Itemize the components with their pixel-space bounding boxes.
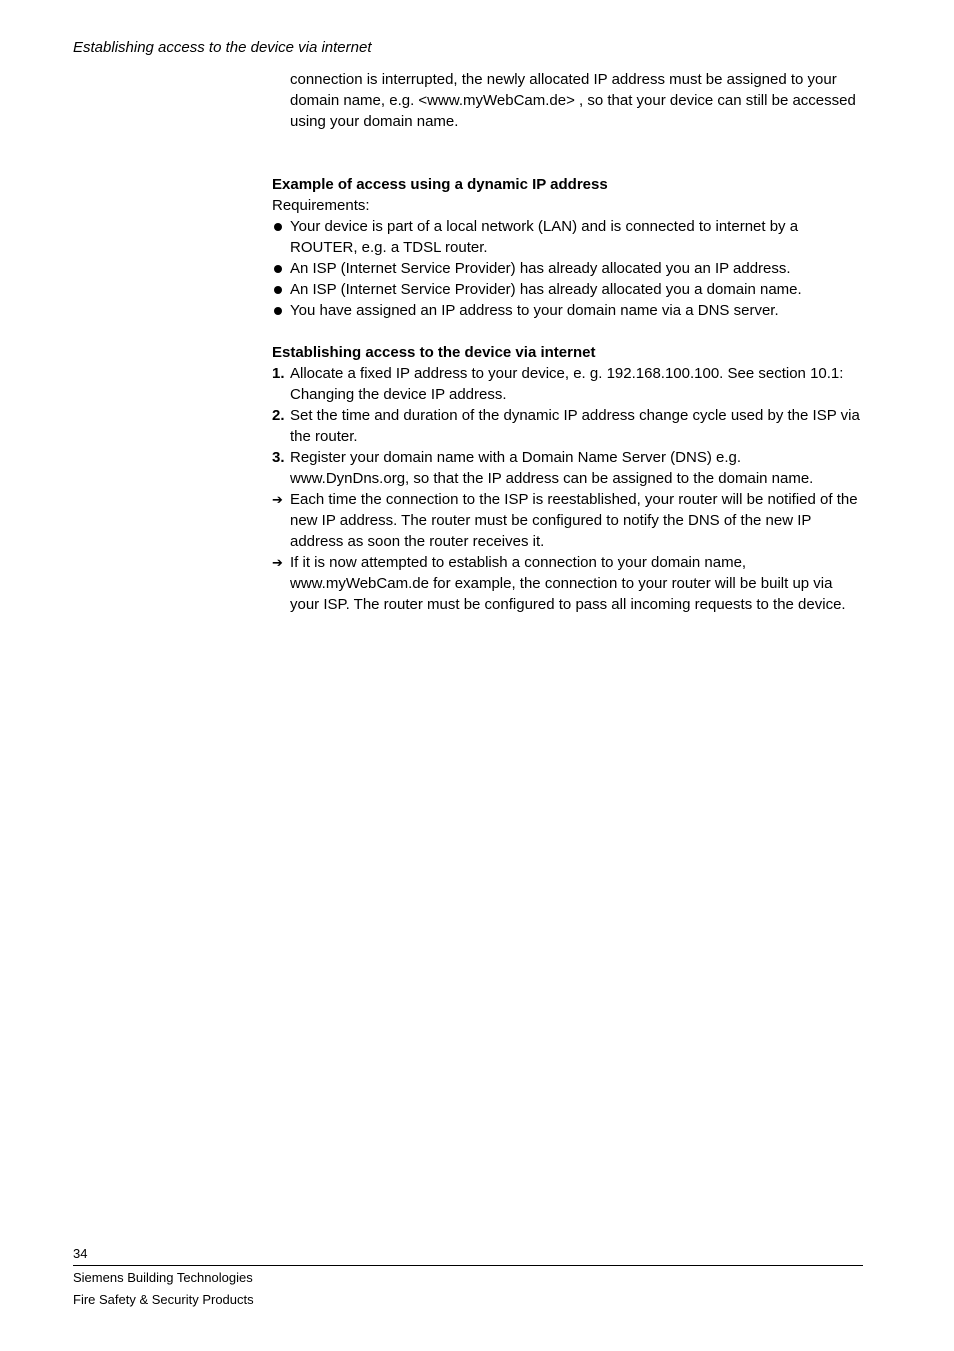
result-item xyxy=(272,489,864,552)
page-number: 34 xyxy=(73,1246,88,1261)
step-item xyxy=(272,447,864,489)
list-item xyxy=(272,300,864,321)
steps-list xyxy=(272,363,864,615)
footer-company: Siemens Building Technologies xyxy=(73,1270,253,1285)
list-item-text: Your device is part of a local network (LAN) and is connected to internet by a ROUTER, e.g. a TDSL router. xyxy=(290,218,799,256)
arrow-right-icon: ➔ xyxy=(272,555,283,570)
step-number: 2. xyxy=(272,407,285,424)
list-item xyxy=(272,216,864,258)
step-number: 1. xyxy=(272,365,285,382)
continued-paragraph: connection is interrupted, the newly allocated IP address must be assigned to your domain name, e.g. <www.myWebCam.de> , so that your device can still be accessed using your domain name. xyxy=(290,71,856,130)
result-item xyxy=(272,552,864,615)
footer-divider xyxy=(73,1265,863,1266)
result-text: Each time the connection to the ISP is reestablished, your router will be notified of the new IP address. The router must be configured to notify the DNS of the new IP address as soon the router receives it. xyxy=(290,491,858,550)
footer-division: Fire Safety & Security Products xyxy=(73,1292,254,1307)
result-text: If it is now attempted to establish a connection to your domain name, www.myWebCam.de for example, the connection to your router will be built up via your ISP. The router must be configured to pass all incoming requests to the device. xyxy=(290,554,846,613)
section-heading-establishing-access: Establishing access to the device via internet xyxy=(272,344,596,361)
requirements-label: Requirements: xyxy=(272,197,370,214)
list-item-text: An ISP (Internet Service Provider) has already allocated you an IP address. xyxy=(290,260,791,277)
list-item-text: An ISP (Internet Service Provider) has already allocated you a domain name. xyxy=(290,281,802,298)
list-item xyxy=(272,279,864,300)
list-item-text: You have assigned an IP address to your domain name via a DNS server. xyxy=(290,302,779,319)
step-text: Allocate a fixed IP address to your device, e. g. 192.168.100.100. See section 10.1: Changing the device IP address. xyxy=(290,365,844,403)
step-text: Register your domain name with a Domain Name Server (DNS) e.g. www.DynDns.org, so that the IP address can be assigned to the domain name. xyxy=(290,449,814,487)
section-heading-dynamic-ip-example: Example of access using a dynamic IP address xyxy=(272,176,608,193)
list-item xyxy=(272,258,864,279)
running-header-title: Establishing access to the device via internet xyxy=(73,39,372,56)
requirements-list xyxy=(272,216,864,321)
main-content xyxy=(272,69,864,615)
step-text: Set the time and duration of the dynamic IP address change cycle used by the ISP via the router. xyxy=(290,407,860,445)
step-item xyxy=(272,363,864,405)
step-number: 3. xyxy=(272,449,285,466)
arrow-right-icon: ➔ xyxy=(272,492,283,507)
step-item xyxy=(272,405,864,447)
